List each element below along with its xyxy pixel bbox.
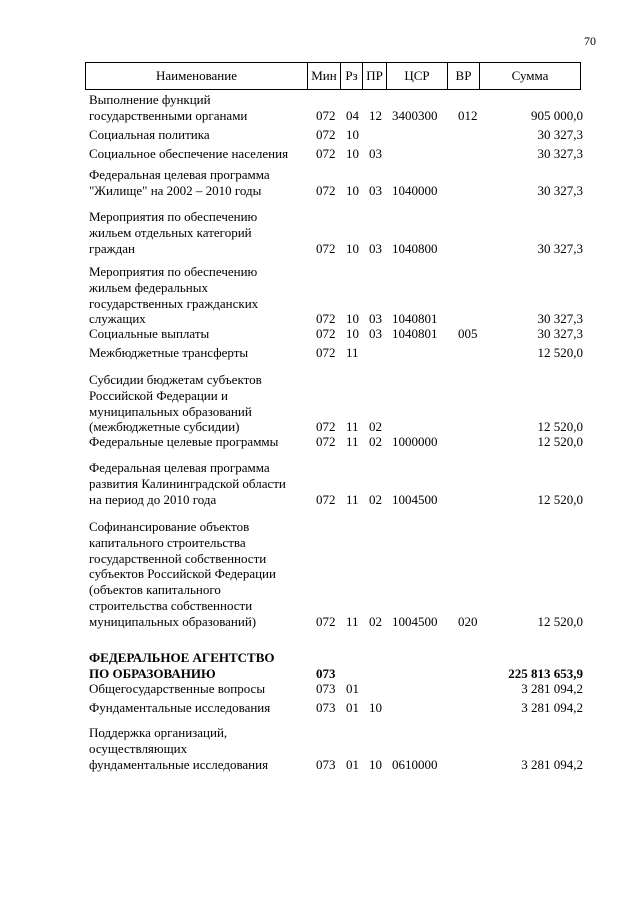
row-sum: 12 520,0: [537, 613, 583, 629]
header-vr: ВР: [448, 63, 480, 89]
row-min: 072: [316, 146, 336, 161]
row-rz: 11: [346, 345, 359, 360]
row-rz: 10: [346, 182, 359, 198]
row-pr: 03: [369, 182, 382, 198]
row-pr: 02: [369, 491, 382, 507]
header-sum: Сумма: [511, 68, 549, 83]
row-sum: 30 327,3: [537, 182, 583, 198]
row-name: Межбюджетные трансферты: [89, 345, 249, 360]
row-name: Поддержка организаций, осуществляющих фундаментальные исследования: [89, 725, 269, 772]
row-csr: 1000000: [392, 434, 438, 449]
row-pr: 02: [369, 419, 382, 435]
row-rz: 11: [346, 491, 359, 507]
row-sum: 30 327,3: [537, 146, 583, 161]
row-pr: 10: [369, 756, 382, 772]
row-name: Социальное обеспечение населения: [89, 146, 289, 161]
row-pr: 03: [369, 326, 382, 341]
row-min: 072: [316, 345, 336, 360]
row-min: 072: [316, 434, 336, 449]
header-name: Наименование: [86, 63, 308, 89]
row-rz: 10: [346, 146, 359, 161]
row-pr: 03: [369, 240, 382, 256]
row-name: Федеральная целевая программа "Жилище" на 2002 – 2010 годы: [89, 167, 270, 198]
row-pr: 10: [369, 700, 382, 715]
row-vr: 005: [458, 326, 478, 341]
row-pr: 03: [369, 311, 382, 327]
row-csr: 1004500: [392, 613, 438, 629]
row-pr: 03: [369, 146, 382, 161]
row-sum: 3 281 094,2: [521, 681, 583, 696]
row-pr: 02: [369, 434, 382, 449]
row-sum: 30 327,3: [537, 311, 583, 327]
row-rz: 01: [346, 700, 359, 715]
row-name: Общегосударственные вопросы: [89, 681, 266, 696]
row-sum: 30 327,3: [537, 326, 583, 341]
row-csr: 1040801: [392, 326, 438, 341]
row-min: 073: [316, 700, 336, 715]
header-csr: ЦСР: [387, 63, 448, 89]
page-number: 70: [584, 34, 596, 48]
row-min: 072: [316, 107, 336, 123]
row-min: 072: [316, 182, 336, 198]
row-csr: 0610000: [392, 756, 438, 772]
row-sum: 12 520,0: [537, 345, 583, 360]
row-min: 072: [316, 311, 336, 327]
row-csr: 1040801: [392, 311, 438, 327]
row-rz: 04: [346, 107, 359, 123]
row-rz: 11: [346, 434, 359, 449]
row-name: Фундаментальные исследования: [89, 700, 271, 715]
row-vr: 020: [458, 613, 478, 629]
row-rz: 10: [346, 326, 359, 341]
row-rz: 11: [346, 419, 359, 435]
row-min: 073: [316, 681, 336, 696]
row-vr: 012: [458, 107, 478, 123]
row-min: 072: [316, 491, 336, 507]
row-min: 073: [316, 756, 336, 772]
row-sum: 12 520,0: [537, 419, 583, 435]
row-name: Федеральная целевая программа развития Калининградской области на период до 2010 года: [89, 460, 286, 507]
row-min: 072: [316, 127, 336, 142]
row-rz: 01: [346, 681, 359, 696]
row-name: ФЕДЕРАЛЬНОЕ АГЕНТСТВО ПО ОБРАЗОВАНИЮ: [89, 650, 275, 681]
row-name: Мероприятия по обеспечению жильем федеральных государственных гражданских служащих: [89, 264, 259, 327]
row-name: Софинансирование объектов капитального строительства государственной собственности субъектов Российской Федерации (объектов капитального строительства собственности муниципальных образований): [89, 519, 276, 629]
row-sum: 12 520,0: [537, 491, 583, 507]
row-rz: 10: [346, 311, 359, 327]
row-csr: 1040800: [392, 240, 438, 256]
row-sum: 30 327,3: [537, 127, 583, 142]
row-name: Мероприятия по обеспечению жильем отдельных категорий граждан: [89, 209, 258, 256]
header-rz: Рз: [341, 63, 363, 89]
row-csr: 1004500: [392, 491, 438, 507]
row-sum: 3 281 094,2: [521, 756, 583, 772]
row-min: 072: [316, 419, 336, 435]
row-sum: 12 520,0: [537, 434, 583, 449]
row-name: Социальные выплаты: [89, 326, 210, 341]
row-csr: 3400300: [392, 107, 438, 123]
row-name: Социальная политика: [89, 127, 210, 142]
row-sum: 225 813 653,9: [508, 665, 583, 681]
row-name: Субсидии бюджетам субъектов Российской Федерации и муниципальных образований (межбюджетные субсидии): [89, 372, 262, 435]
row-rz: 01: [346, 756, 359, 772]
row-name: Федеральные целевые программы: [89, 434, 279, 449]
header-min: Мин: [308, 63, 341, 89]
row-sum: 905 000,0: [531, 107, 583, 123]
row-rz: 10: [346, 127, 359, 142]
row-csr: 1040000: [392, 182, 438, 198]
row-min: 072: [316, 326, 336, 341]
row-sum: 3 281 094,2: [521, 700, 583, 715]
row-min: 073: [316, 665, 336, 681]
row-sum: 30 327,3: [537, 240, 583, 256]
row-pr: 02: [369, 613, 382, 629]
table-header: [85, 62, 581, 90]
row-name: Выполнение функций государственными органами: [89, 92, 248, 123]
header-pr: ПР: [363, 63, 387, 89]
row-min: 072: [316, 240, 336, 256]
row-rz: 10: [346, 240, 359, 256]
row-rz: 11: [346, 613, 359, 629]
row-min: 072: [316, 613, 336, 629]
row-pr: 12: [369, 107, 382, 123]
